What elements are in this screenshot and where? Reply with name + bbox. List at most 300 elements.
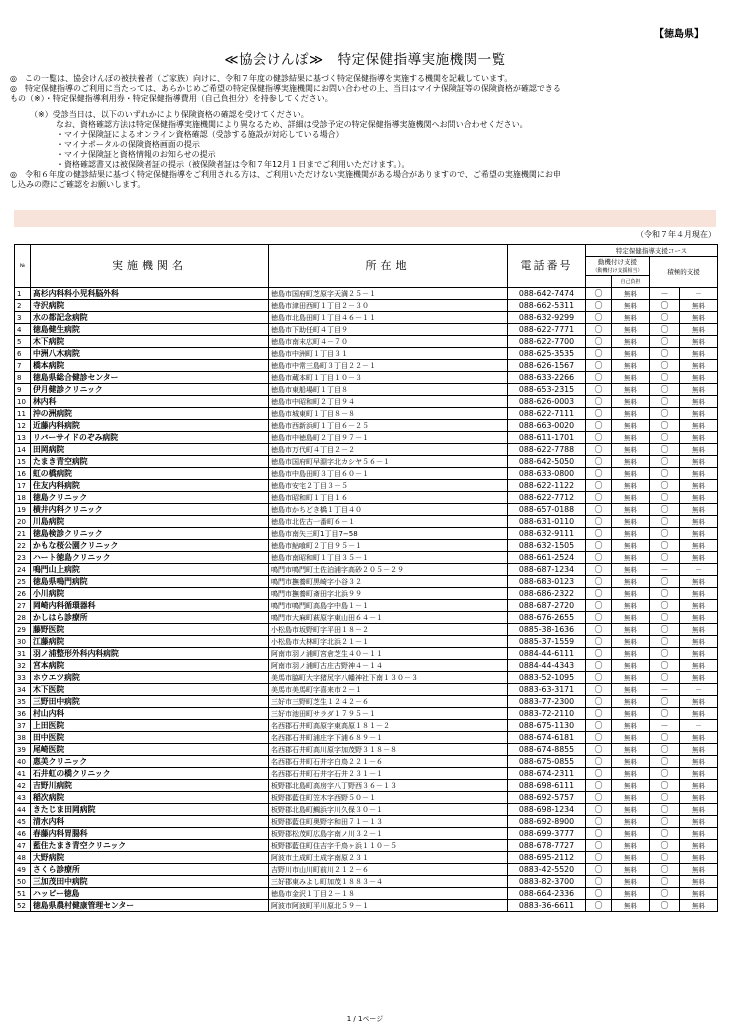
row-no: 30 (15, 636, 31, 648)
table-row (15, 684, 718, 696)
row-no: 41 (15, 768, 31, 780)
active-mark: 〇 (650, 648, 680, 660)
table-row (15, 324, 718, 336)
facility-name: 大野病院 (31, 852, 269, 864)
facility-tel: 088-676-2655 (508, 612, 586, 624)
facility-name: 岡崎内科循環器科 (31, 600, 269, 612)
active-fee: 無料 (680, 636, 718, 648)
facility-address: 徳島市津田西町１丁目２－３０ (269, 300, 508, 312)
facility-tel: 0884-44-4343 (508, 660, 586, 672)
active-fee: 無料 (680, 300, 718, 312)
facility-address: 徳島市中洲町１丁目３１ (269, 348, 508, 360)
facility-address: 徳島市万代町４丁目２－２ (269, 444, 508, 456)
facility-address: 徳島市北佐古一番町６－１ (269, 516, 508, 528)
table-row (15, 456, 718, 468)
highlight-band (14, 210, 716, 227)
facility-name: 沖の洲病院 (31, 408, 269, 420)
motivation-mark: 〇 (586, 348, 612, 360)
table-row (15, 804, 718, 816)
active-fee: 無料 (680, 840, 718, 852)
active-fee: － (680, 684, 718, 696)
facility-name: 近藤内科病院 (31, 420, 269, 432)
motivation-fee: 無料 (612, 492, 650, 504)
active-fee: 無料 (680, 768, 718, 780)
motivation-mark: 〇 (586, 900, 612, 912)
active-mark: 〇 (650, 780, 680, 792)
facility-tel: 088-642-7474 (508, 288, 586, 300)
facility-name: 徳島県鳴門病院 (31, 576, 269, 588)
row-no: 9 (15, 384, 31, 396)
active-fee: 無料 (680, 804, 718, 816)
table-row (15, 840, 718, 852)
row-no: 10 (15, 396, 31, 408)
motivation-fee: 無料 (612, 468, 650, 480)
table-row (15, 756, 718, 768)
motivation-mark: 〇 (586, 432, 612, 444)
active-mark: 〇 (650, 756, 680, 768)
active-mark: 〇 (650, 528, 680, 540)
motivation-mark: 〇 (586, 468, 612, 480)
active-mark: 〇 (650, 324, 680, 336)
facility-name: 藍住たまき青空クリニック (31, 840, 269, 852)
motivation-mark: 〇 (586, 792, 612, 804)
table-row (15, 720, 718, 732)
table-row (15, 624, 718, 636)
facility-name: きたじま田岡病院 (31, 804, 269, 816)
facility-tel: 0883-72-2110 (508, 708, 586, 720)
facility-address: 板野郡北島町鯛浜字川久保３０－１ (269, 804, 508, 816)
row-no: 42 (15, 780, 31, 792)
facility-tel: 088-695-2112 (508, 852, 586, 864)
facility-tel: 0885-38-1636 (508, 624, 586, 636)
active-mark: 〇 (650, 624, 680, 636)
facility-address: 徳島市鮎喰町２丁目９５－１ (269, 540, 508, 552)
row-no: 40 (15, 756, 31, 768)
facility-address: 徳島市昭和町１丁目１６ (269, 492, 508, 504)
row-no: 2 (15, 300, 31, 312)
motivation-fee: 無料 (612, 816, 650, 828)
active-mark: 〇 (650, 396, 680, 408)
motivation-mark: 〇 (586, 444, 612, 456)
motivation-mark: 〇 (586, 672, 612, 684)
row-no: 3 (15, 312, 31, 324)
row-no: 39 (15, 744, 31, 756)
motivation-fee: 無料 (612, 612, 650, 624)
note-line: なお、資格確認方法は特定保健指導実施機関により異なるため、詳細は受診予定の特定保健指導実施機関へお問い合わせください。 (56, 120, 528, 129)
facility-name: 徳島クリニック (31, 492, 269, 504)
row-no: 20 (15, 516, 31, 528)
active-mark: 〇 (650, 360, 680, 372)
facility-address: 徳島市西新浜町１丁目６－２５ (269, 420, 508, 432)
facility-name: 藤野医院 (31, 624, 269, 636)
motivation-mark: 〇 (586, 840, 612, 852)
motivation-fee: 無料 (612, 732, 650, 744)
facility-tel: 088-683-0123 (508, 576, 586, 588)
facility-address: 阿南市羽ノ浦町古庄古野神４－１４ (269, 660, 508, 672)
table-row (15, 396, 718, 408)
facility-name: 春藤内科胃腸科 (31, 828, 269, 840)
active-mark: 〇 (650, 588, 680, 600)
facility-address: 徳島市南矢三町1丁目7−58 (269, 528, 508, 540)
table-row (15, 384, 718, 396)
facility-name: さくら診療所 (31, 864, 269, 876)
facility-name: 三野田中病院 (31, 696, 269, 708)
row-no: 44 (15, 804, 31, 816)
table-row (15, 288, 718, 300)
motivation-mark: 〇 (586, 396, 612, 408)
facility-name: かしはら診療所 (31, 612, 269, 624)
facility-address: 徳島市中常三島町３丁目２２－１ (269, 360, 508, 372)
row-no: 38 (15, 732, 31, 744)
facility-address: 板野郡藍住町住吉字千鳥ヶ浜１１０－５ (269, 840, 508, 852)
as-of-date: （令和７年４月現在） (636, 230, 716, 239)
table-row (15, 372, 718, 384)
facility-name: 徳島検診クリニック (31, 528, 269, 540)
facility-tel: 0885-37-1559 (508, 636, 586, 648)
motivation-mark: 〇 (586, 696, 612, 708)
motivation-mark: 〇 (586, 312, 612, 324)
facility-address: 徳島市中徳島町２丁目９７－１ (269, 432, 508, 444)
active-mark: 〇 (650, 804, 680, 816)
motivation-mark: 〇 (586, 288, 612, 300)
motivation-mark: 〇 (586, 420, 612, 432)
row-no: 18 (15, 492, 31, 504)
motivation-mark: 〇 (586, 768, 612, 780)
facility-tel: 088-633-2266 (508, 372, 586, 384)
facility-address: 名西郡石井町高川原字加茂野３１８－８ (269, 744, 508, 756)
active-mark: 〇 (650, 444, 680, 456)
facility-tel: 088-632-1505 (508, 540, 586, 552)
facility-address: 徳島市南昭和町１丁目３５－１ (269, 552, 508, 564)
facility-name: 徳島県農村健康管理センター (31, 900, 269, 912)
motivation-fee: 無料 (612, 324, 650, 336)
active-fee: 無料 (680, 744, 718, 756)
active-mark: 〇 (650, 468, 680, 480)
motivation-mark: 〇 (586, 384, 612, 396)
row-no: 27 (15, 600, 31, 612)
row-no: 33 (15, 672, 31, 684)
facility-tel: 088-687-1234 (508, 564, 586, 576)
motivation-mark: 〇 (586, 540, 612, 552)
motivation-mark: 〇 (586, 516, 612, 528)
facility-name: 横井内科クリニック (31, 504, 269, 516)
motivation-fee: 無料 (612, 888, 650, 900)
row-no: 26 (15, 588, 31, 600)
active-mark: 〇 (650, 492, 680, 504)
facility-name: 石井虹の橋クリニック (31, 768, 269, 780)
active-mark: 〇 (650, 576, 680, 588)
active-mark: 〇 (650, 672, 680, 684)
row-no: 43 (15, 792, 31, 804)
row-no: 15 (15, 456, 31, 468)
active-fee: 無料 (680, 348, 718, 360)
active-fee: 無料 (680, 852, 718, 864)
motivation-mark: 〇 (586, 852, 612, 864)
row-no: 16 (15, 468, 31, 480)
facility-name: 清水内科 (31, 816, 269, 828)
motivation-fee: 無料 (612, 708, 650, 720)
row-no: 8 (15, 372, 31, 384)
facility-address: 徳島市金沢１丁目２－１８ (269, 888, 508, 900)
facility-name: 羽ノ浦整形外科内科病院 (31, 648, 269, 660)
row-no: 34 (15, 684, 31, 696)
facility-address: 鳴門市撫養町斎田字北浜９９ (269, 588, 508, 600)
active-mark: 〇 (650, 300, 680, 312)
motivation-mark: 〇 (586, 408, 612, 420)
facility-name: 村山内科 (31, 708, 269, 720)
motivation-fee: 無料 (612, 768, 650, 780)
motivation-mark: 〇 (586, 756, 612, 768)
table-row (15, 600, 718, 612)
facility-tel: 088-631-0110 (508, 516, 586, 528)
facility-address: 三好市三野町芝生１２４２－６ (269, 696, 508, 708)
facility-address: 阿波市土成町土成字南原２３１ (269, 852, 508, 864)
motivation-mark: 〇 (586, 804, 612, 816)
facility-tel: 088-675-1130 (508, 720, 586, 732)
active-fee: 無料 (680, 528, 718, 540)
note-line: し込みの際にご確認をお願いします。 (10, 180, 146, 189)
header-motivation (586, 257, 650, 276)
facility-name: 宮本病院 (31, 660, 269, 672)
facility-name: 田岡病院 (31, 444, 269, 456)
facility-name: 江藤病院 (31, 636, 269, 648)
motivation-fee: 無料 (612, 804, 650, 816)
row-no: 35 (15, 696, 31, 708)
header-tel: 電話番号 (508, 245, 586, 288)
motivation-mark: 〇 (586, 300, 612, 312)
active-fee: 無料 (680, 600, 718, 612)
motivation-fee: 無料 (612, 384, 650, 396)
facility-name: 寺沢病院 (31, 300, 269, 312)
facility-tel: 0883-77-2300 (508, 696, 586, 708)
motivation-fee: 無料 (612, 504, 650, 516)
motivation-mark: 〇 (586, 372, 612, 384)
active-fee: － (680, 564, 718, 576)
motivation-fee: 無料 (612, 552, 650, 564)
active-mark: 〇 (650, 336, 680, 348)
motivation-mark: 〇 (586, 552, 612, 564)
row-no: 24 (15, 564, 31, 576)
facility-address: 小松島市坂野町字平田１８－２ (269, 624, 508, 636)
table-row (15, 876, 718, 888)
note-line: ◎ 令和６年度の健診結果に基づく特定保健指導をご利用される方は、ご利用いただけない実施機関がある場合がありますので、ご希望の実施機関にお申 (10, 170, 561, 179)
row-no: 14 (15, 444, 31, 456)
facility-tel: 088-698-1234 (508, 804, 586, 816)
header-active (650, 257, 718, 288)
row-no: 5 (15, 336, 31, 348)
row-no: 4 (15, 324, 31, 336)
facility-tel: 088-661-2524 (508, 552, 586, 564)
motivation-mark: 〇 (586, 528, 612, 540)
table-row (15, 540, 718, 552)
row-no: 48 (15, 852, 31, 864)
active-fee: 無料 (680, 828, 718, 840)
facility-tel: 088-678-7727 (508, 840, 586, 852)
motivation-fee: 無料 (612, 516, 650, 528)
active-fee: 無料 (680, 492, 718, 504)
motivation-fee: 無料 (612, 744, 650, 756)
table-row (15, 432, 718, 444)
active-fee: 無料 (680, 552, 718, 564)
active-fee: 無料 (680, 816, 718, 828)
table-row (15, 360, 718, 372)
active-mark: 〇 (650, 312, 680, 324)
motivation-mark: 〇 (586, 720, 612, 732)
active-fee: 無料 (680, 900, 718, 912)
table-row (15, 336, 718, 348)
facility-tel: 088-632-9111 (508, 528, 586, 540)
facility-tel: 088-662-5311 (508, 300, 586, 312)
facility-address: 鳴門市鳴門町土佐泊浦字高砂２０５－２９ (269, 564, 508, 576)
motivation-fee: 無料 (612, 336, 650, 348)
row-no: 31 (15, 648, 31, 660)
facility-tel: 088-622-1122 (508, 480, 586, 492)
active-mark: 〇 (650, 504, 680, 516)
active-mark: 〇 (650, 900, 680, 912)
table-row (15, 672, 718, 684)
row-no: 12 (15, 420, 31, 432)
motivation-mark: 〇 (586, 744, 612, 756)
motivation-fee: 無料 (612, 480, 650, 492)
active-mark: 〇 (650, 864, 680, 876)
table-row (15, 504, 718, 516)
motivation-mark: 〇 (586, 336, 612, 348)
table-row (15, 816, 718, 828)
active-fee: 無料 (680, 792, 718, 804)
active-mark: 〇 (650, 840, 680, 852)
table-row (15, 696, 718, 708)
active-fee: 無料 (680, 360, 718, 372)
active-mark: 〇 (650, 540, 680, 552)
facility-name: 住友内科病院 (31, 480, 269, 492)
facility-address: 徳島市南末広町４－７０ (269, 336, 508, 348)
facility-address: 徳島市城東町１丁目８－８ (269, 408, 508, 420)
facility-tel: 088-622-7712 (508, 492, 586, 504)
facility-tel: 088-622-7111 (508, 408, 586, 420)
header-course: 特定保健指導支援コース (586, 245, 718, 257)
active-mark: 〇 (650, 744, 680, 756)
active-fee: 無料 (680, 588, 718, 600)
facility-tel: 0883-82-3700 (508, 876, 586, 888)
motivation-mark: 〇 (586, 360, 612, 372)
motivation-fee: 無料 (612, 600, 650, 612)
active-fee: 無料 (680, 576, 718, 588)
active-fee: 無料 (680, 312, 718, 324)
facility-name: 徳島県総合健診センター (31, 372, 269, 384)
facility-address: 美馬市脇町大字猪尻字八幡神社下南１３０－３ (269, 672, 508, 684)
active-mark: 〇 (650, 816, 680, 828)
motivation-fee: 無料 (612, 588, 650, 600)
motivation-fee: 無料 (612, 444, 650, 456)
table-row (15, 516, 718, 528)
facility-address: 板野郡藍住町奥野字和田７１－１３ (269, 816, 508, 828)
motivation-mark: 〇 (586, 576, 612, 588)
row-no: 51 (15, 888, 31, 900)
motivation-mark: 〇 (586, 816, 612, 828)
facility-tel: 088-692-8900 (508, 816, 586, 828)
header-motivation-label: 動機付け支援 (598, 257, 637, 266)
facility-address: 鳴門市撫養町黒崎字小谷３２ (269, 576, 508, 588)
active-mark: 〇 (650, 516, 680, 528)
header-active-label: 積極的支援 (667, 268, 700, 276)
motivation-mark: 〇 (586, 780, 612, 792)
header-address: 所在地 (269, 245, 508, 288)
motivation-fee: 無料 (612, 648, 650, 660)
active-mark: 〇 (650, 552, 680, 564)
facility-address: 徳島市安宅２丁目３－５ (269, 480, 508, 492)
note-line: もの（※）・特定保健指導利用券・特定保健指導費用（自己負担分）を持参してください。 (10, 94, 333, 103)
row-no: 11 (15, 408, 31, 420)
motivation-mark: 〇 (586, 600, 612, 612)
row-no: 47 (15, 840, 31, 852)
active-fee: 無料 (680, 324, 718, 336)
active-mark: － (650, 684, 680, 696)
facility-address: 小松島市大林町字北浜２１－１ (269, 636, 508, 648)
facility-table (14, 244, 718, 912)
table-row (15, 312, 718, 324)
facility-address: 阿南市羽ノ浦町宮倉芝生４０－１１ (269, 648, 508, 660)
table-row (15, 588, 718, 600)
facility-address: 徳島市中昭和町２丁目９４ (269, 396, 508, 408)
active-fee: 無料 (680, 456, 718, 468)
note-line: ・マイナ保険証によるオンライン資格確認（受診する施設が対応している場合） (56, 130, 344, 139)
active-mark: 〇 (650, 600, 680, 612)
facility-name: 髙杉内科科小児科脳外科 (31, 288, 269, 300)
row-no: 19 (15, 504, 31, 516)
facility-tel: 088-674-6181 (508, 732, 586, 744)
motivation-fee: 無料 (612, 672, 650, 684)
motivation-mark: 〇 (586, 624, 612, 636)
header-no: № (15, 245, 31, 288)
table-row (15, 408, 718, 420)
note-line: ◎ この一覧は、協会けんぽの被扶養者（ご家族）向けに、令和７年度の健診結果に基づく特定保健指導を実施する機関を記載しています。 (10, 74, 513, 83)
row-no: 21 (15, 528, 31, 540)
motivation-mark: 〇 (586, 480, 612, 492)
active-mark: 〇 (650, 480, 680, 492)
row-no: 7 (15, 360, 31, 372)
active-mark: － (650, 720, 680, 732)
motivation-mark: 〇 (586, 732, 612, 744)
prefecture-label: 【徳島県】 (654, 29, 704, 40)
motivation-fee: 無料 (612, 900, 650, 912)
facility-tel: 088-611-1701 (508, 432, 586, 444)
row-no: 23 (15, 552, 31, 564)
facility-tel: 0883-52-1095 (508, 672, 586, 684)
motivation-mark: 〇 (586, 324, 612, 336)
active-fee: 無料 (680, 384, 718, 396)
facility-address: 徳島市蔵本町１丁目１０－３ (269, 372, 508, 384)
facility-tel: 088-686-2322 (508, 588, 586, 600)
facility-address: 三好市池田町サラダ１７９５－１ (269, 708, 508, 720)
facility-tel: 088-653-2315 (508, 384, 586, 396)
row-no: 1 (15, 288, 31, 300)
row-no: 49 (15, 864, 31, 876)
facility-address: 名西郡石井町石井字石井２３１－１ (269, 768, 508, 780)
motivation-fee: 無料 (612, 864, 650, 876)
row-no: 52 (15, 900, 31, 912)
facility-name: 稲次病院 (31, 792, 269, 804)
active-mark: 〇 (650, 792, 680, 804)
table-row (15, 852, 718, 864)
active-fee: 無料 (680, 612, 718, 624)
motivation-mark: 〇 (586, 660, 612, 672)
facility-name: 伊月健診クリニック (31, 384, 269, 396)
active-fee: 無料 (680, 540, 718, 552)
facility-address: 鳴門市大麻町萩原字東山田６４－１ (269, 612, 508, 624)
active-mark: － (650, 564, 680, 576)
facility-address: 名西郡石井町高原字東高原１８１－２ (269, 720, 508, 732)
active-fee: － (680, 720, 718, 732)
